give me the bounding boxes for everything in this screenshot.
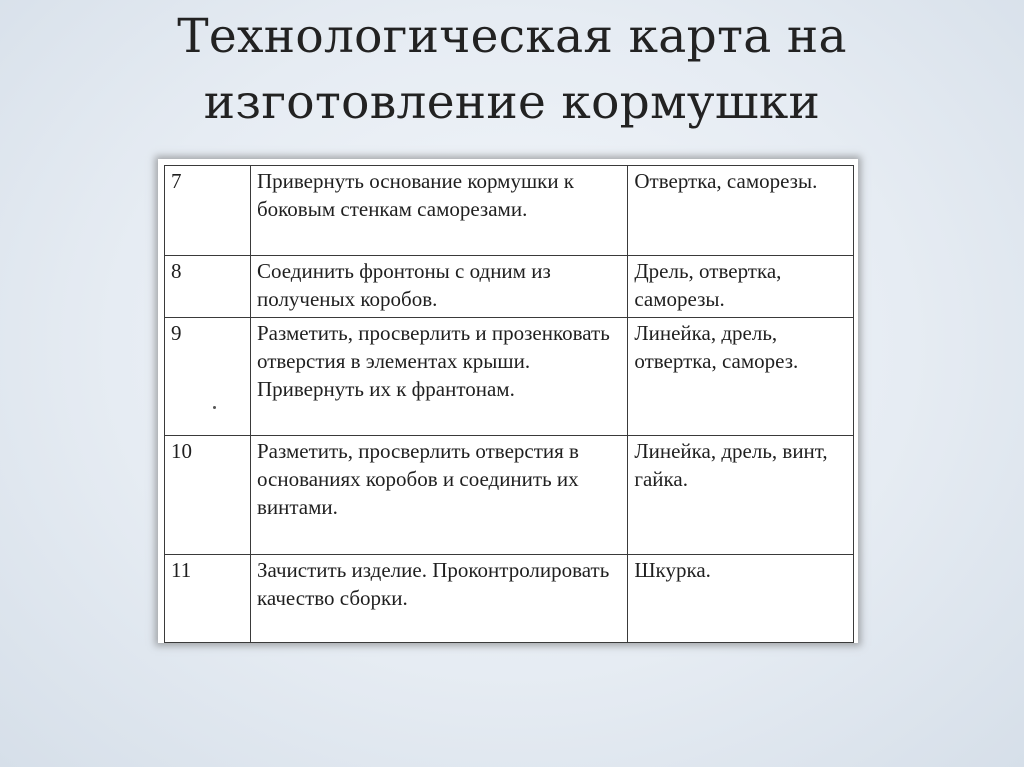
step-number: 8	[165, 256, 251, 318]
step-tools: Линейка, дрель, отвертка, саморез.	[628, 318, 854, 436]
step-operation: Разметить, просверлить отверстия в основаниях коробов и соединить их винтами.	[250, 436, 627, 555]
step-number: 9	[165, 318, 251, 436]
step-number: 7	[165, 166, 251, 256]
table-row	[165, 436, 854, 555]
step-operation: Привернуть основание кормушки к боковым стенкам саморезами.	[250, 166, 627, 256]
step-operation: Соединить фронтоны с одним из полученых коробов.	[250, 256, 627, 318]
table-row	[165, 256, 854, 318]
step-tools: Линейка, дрель, винт, гайка.	[628, 436, 854, 555]
step-tools: Отвертка, саморезы.	[628, 166, 854, 256]
table-row	[165, 318, 854, 436]
step-operation: Разметить, просверлить и прозенковать отверстия в элементах крыши. Привернуть их к франтонам.	[250, 318, 627, 436]
slide-title: Технологическая карта на изготовление кормушки	[177, 9, 847, 130]
technology-map-table	[164, 165, 854, 643]
step-operation: Зачистить изделие. Проконтролировать качество сборки.	[250, 555, 627, 643]
step-number: 11	[165, 555, 251, 643]
step-tools: Шкурка.	[628, 555, 854, 643]
step-tools: Дрель, отвертка, саморезы.	[628, 256, 854, 318]
step-number: 10	[165, 436, 251, 555]
scanned-table-image	[158, 159, 858, 643]
scan-speck	[213, 406, 216, 409]
table-row	[165, 166, 854, 256]
table-row	[165, 555, 854, 643]
